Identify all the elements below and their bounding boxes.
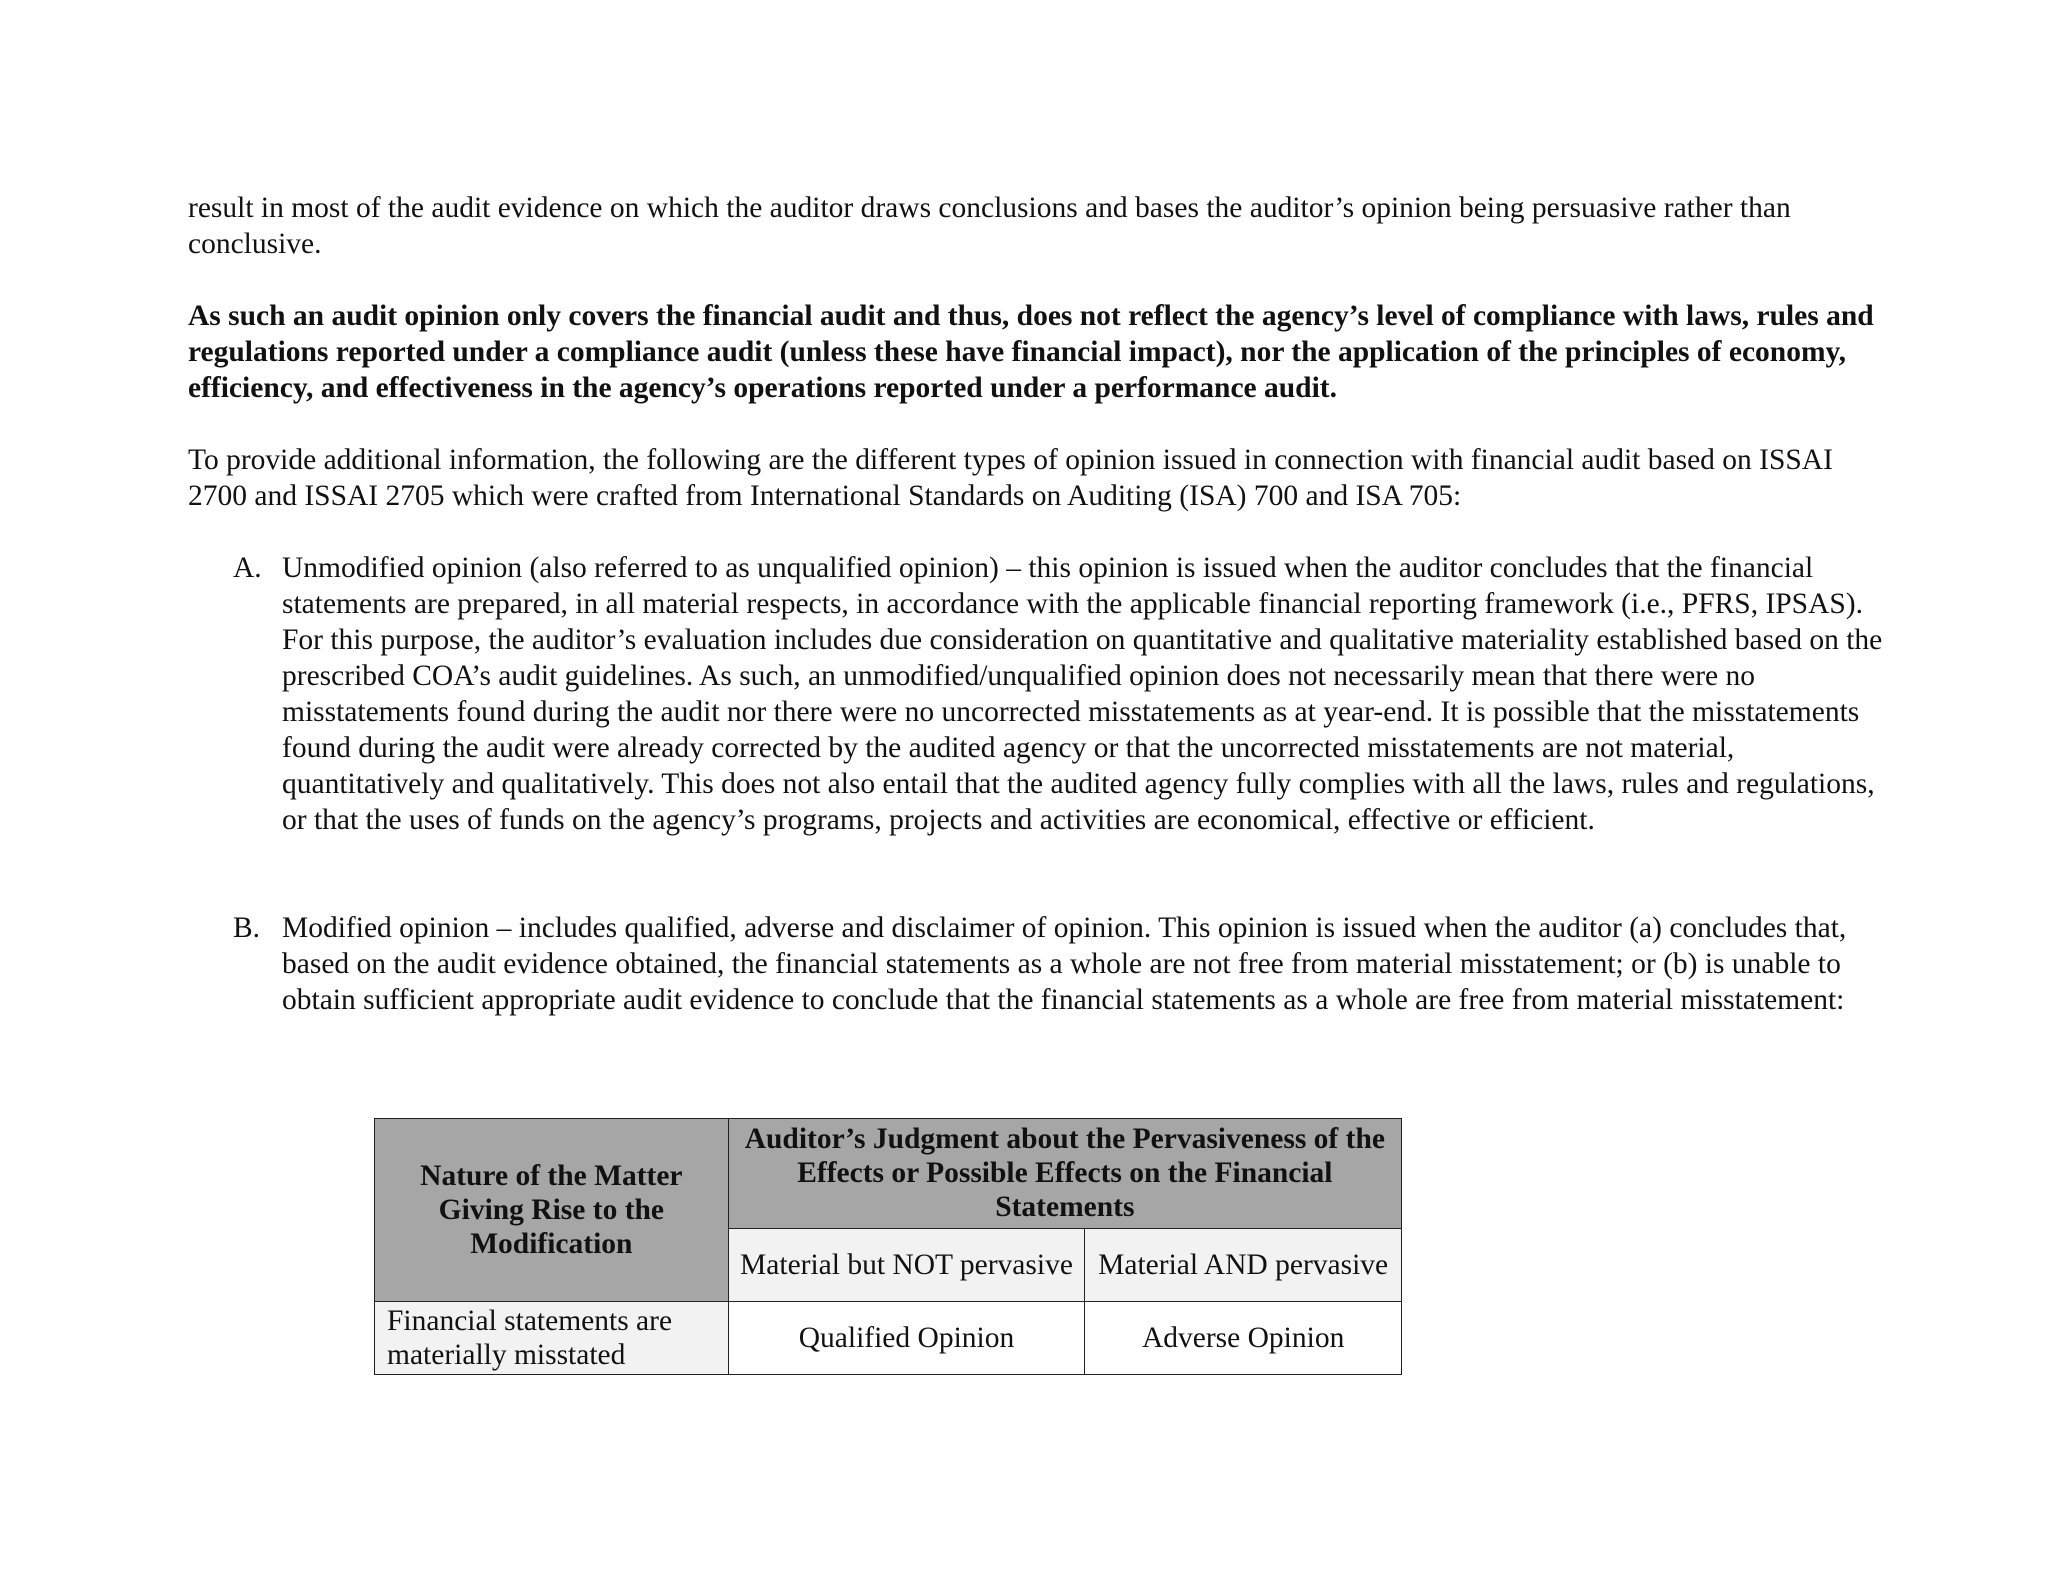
cell-qualified-opinion: Qualified Opinion xyxy=(728,1302,1085,1375)
table-row xyxy=(375,1302,1402,1375)
list-text-unmodified-opinion: Unmodified opinion (also referred to as unqualified opinion) – this opinion is issued when the auditor concludes that the financial statements are prepared, in all material respects, in accordance with the applicable financial reporting framework (i.e., PFRS, IPSAS). For this purpose, the auditor’s evaluation includes due consideration on quantitative and qualitative materiality established based on the prescribed COA’s audit guidelines. As such, an unmodified/unqualified opinion does not necessarily mean that there were no misstatements found during the audit nor there were no uncorrected misstatements as at year-end. It is possible that the misstatements found during the audit were already corrected by the audited agency or that the uncorrected misstatements are not material, quantitatively and qualitatively. This does not also entail that the audited agency fully complies with all the laws, rules and regulations, or that the uses of funds on the agency’s programs, projects and activities are economical, effective or efficient. xyxy=(282,552,1883,836)
list-marker-b: B. xyxy=(233,912,261,944)
opinion-matrix-table xyxy=(374,1118,1402,1375)
paragraph-persuasive-evidence: result in most of the audit evidence on which the auditor draws conclusions and bases the auditor’s opinion being persuasive rather than conclusive. xyxy=(188,192,1791,260)
list-item-unmodified-opinion xyxy=(188,550,1888,838)
subheader-material-and-pervasive: Material AND pervasive xyxy=(1085,1228,1402,1301)
header-auditor-judgment: Auditor’s Judgment about the Pervasiveness of the Effects or Possible Effects on the Financial Statements xyxy=(728,1119,1401,1229)
header-nature-of-matter: Nature of the Matter Giving Rise to the Modification xyxy=(375,1119,729,1302)
paragraph-audit-opinion-scope: As such an audit opinion only covers the financial audit and thus, does not reflect the agency’s level of compliance with laws, rules and regulations reported under a compliance audit (unless these have financial impact), nor the application of the principles of economy, efficiency, and effectiveness in the agency’s operations reported under a performance audit. xyxy=(188,300,1874,404)
table-header-row xyxy=(375,1119,1402,1229)
list-item-modified-opinion xyxy=(188,910,1888,1018)
list-marker-a: A. xyxy=(233,552,262,584)
cell-adverse-opinion: Adverse Opinion xyxy=(1085,1302,1402,1375)
row-label-materially-misstated: Financial statements are materially misstated xyxy=(375,1302,729,1375)
list-text-modified-opinion: Modified opinion – includes qualified, adverse and disclaimer of opinion. This opinion is issued when the auditor (a) concludes that, based on the audit evidence obtained, the financial statements as a whole are not free from material misstatement; or (b) is unable to obtain sufficient appropriate audit evidence to conclude that the financial statements as a whole are free from material misstatement: xyxy=(282,912,1847,1016)
subheader-material-not-pervasive: Material but NOT pervasive xyxy=(728,1228,1085,1301)
paragraph-types-of-opinion-intro: To provide additional information, the following are the different types of opinion issued in connection with financial audit based on ISSAI 2700 and ISSAI 2705 which were crafted from International Standards on Auditing (ISA) 700 and ISA 705: xyxy=(188,444,1833,512)
